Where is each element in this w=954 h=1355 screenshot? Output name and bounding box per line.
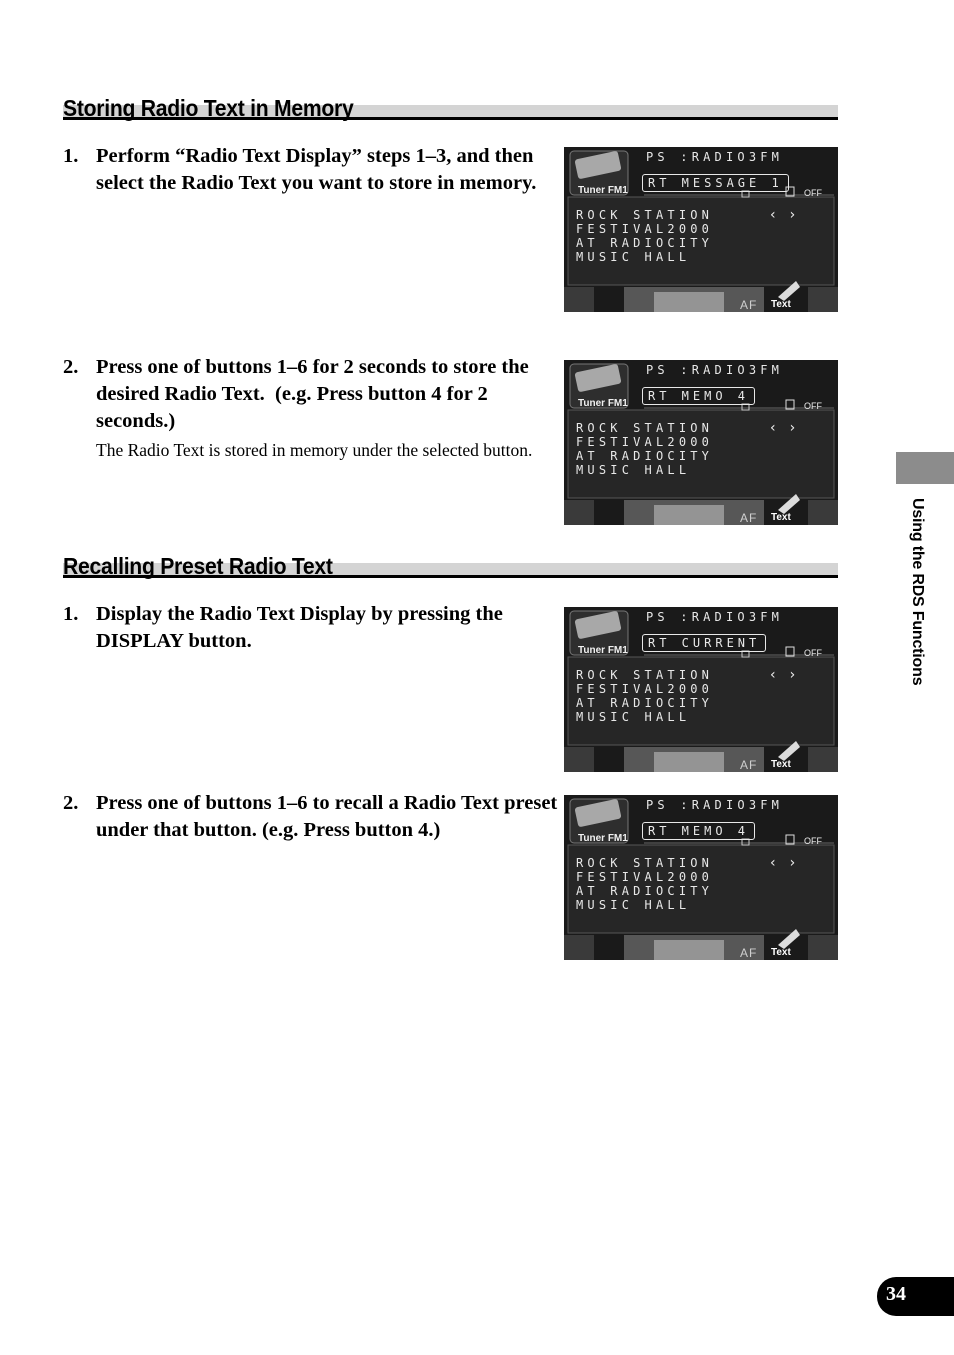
off-indicator: OFF: [804, 188, 822, 198]
text-button-label: Text: [771, 759, 791, 770]
chapter-tab-marker: [896, 452, 954, 484]
radio-text-line: AT RADIOCITY: [576, 696, 714, 710]
step-note: The Radio Text is stored in memory under the selected button.: [96, 440, 533, 460]
program-service-name: PS :RADIO3FM: [646, 798, 784, 812]
af-label: AF: [740, 946, 758, 960]
radio-text-line: FESTIVAL2000: [576, 222, 714, 236]
radio-text-line: FESTIVAL2000: [576, 870, 714, 884]
page-number-badge: [877, 1277, 954, 1316]
step-text: Display the Radio Text Display by pressing the DISPLAY button.: [96, 603, 503, 652]
radio-text-line: ROCK STATION: [576, 421, 714, 435]
radio-text-line: MUSIC HALL: [576, 710, 691, 724]
section-heading-storing: [63, 95, 838, 122]
step-text: Perform “Radio Text Display” steps 1–3, and then select the Radio Text you want to store in memory.: [96, 145, 537, 194]
step-number: 2.: [63, 356, 79, 378]
step-text: Press one of buttons 1–6 for 2 seconds to store the desired Radio Text. (e.g. Press button 4 for 2 seconds.): [96, 356, 529, 432]
radio-text-line: ROCK STATION: [576, 668, 714, 682]
scroll-arrows-icon: ‹›: [770, 207, 810, 223]
af-label: AF: [740, 298, 758, 312]
display-screenshot-1: [564, 147, 838, 312]
radio-text-line: MUSIC HALL: [576, 250, 691, 264]
af-label: AF: [740, 511, 758, 525]
step-number: 1.: [63, 603, 79, 625]
step-number: 2.: [63, 792, 79, 814]
af-label: AF: [740, 758, 758, 772]
text-button-label: Text: [771, 299, 791, 310]
program-service-name: PS :RADIO3FM: [646, 610, 784, 624]
display-screenshot-3: [564, 607, 838, 772]
section-title: Recalling Preset Radio Text: [63, 553, 333, 579]
scroll-arrows-icon: ‹›: [770, 420, 810, 436]
chapter-side-label-text: Using the RDS Functions: [909, 498, 926, 686]
off-indicator: OFF: [804, 648, 822, 658]
radio-text-label: RT MEMO 4: [642, 387, 755, 405]
radio-text-line: AT RADIOCITY: [576, 236, 714, 250]
step-number: 1.: [63, 145, 79, 167]
radio-text-line: ROCK STATION: [576, 856, 714, 870]
program-service-name: PS :RADIO3FM: [646, 363, 784, 377]
radio-text-line: MUSIC HALL: [576, 898, 691, 912]
section-heading-recalling: [63, 553, 838, 580]
display-screenshot-2: [564, 360, 838, 525]
program-service-name: PS :RADIO3FM: [646, 150, 784, 164]
display-screenshot-4: [564, 795, 838, 960]
radio-text-label: RT CURRENT: [642, 634, 766, 652]
text-button-label: Text: [771, 512, 791, 523]
radio-text-line: ROCK STATION: [576, 208, 714, 222]
off-indicator: OFF: [804, 836, 822, 846]
tuner-band: Tuner FM1: [578, 398, 628, 409]
radio-text-line: AT RADIOCITY: [576, 449, 714, 463]
text-button-label: Text: [771, 947, 791, 958]
page-number: 34: [886, 1283, 906, 1305]
tuner-band: Tuner FM1: [578, 833, 628, 844]
section-title: Storing Radio Text in Memory: [63, 95, 354, 121]
radio-text-line: FESTIVAL2000: [576, 435, 714, 449]
scroll-arrows-icon: ‹›: [770, 667, 810, 683]
radio-text-line: AT RADIOCITY: [576, 884, 714, 898]
radio-text-label: RT MESSAGE 1: [642, 174, 789, 192]
tuner-band: Tuner FM1: [578, 185, 628, 196]
radio-text-line: FESTIVAL2000: [576, 682, 714, 696]
chapter-side-label: [908, 498, 928, 748]
tuner-band: Tuner FM1: [578, 645, 628, 656]
radio-text-line: MUSIC HALL: [576, 463, 691, 477]
scroll-arrows-icon: ‹›: [770, 855, 810, 871]
step-text: Press one of buttons 1–6 to recall a Radio Text preset under that button. (e.g. Press button 4.): [96, 792, 558, 841]
off-indicator: OFF: [804, 401, 822, 411]
radio-text-label: RT MEMO 4: [642, 822, 755, 840]
